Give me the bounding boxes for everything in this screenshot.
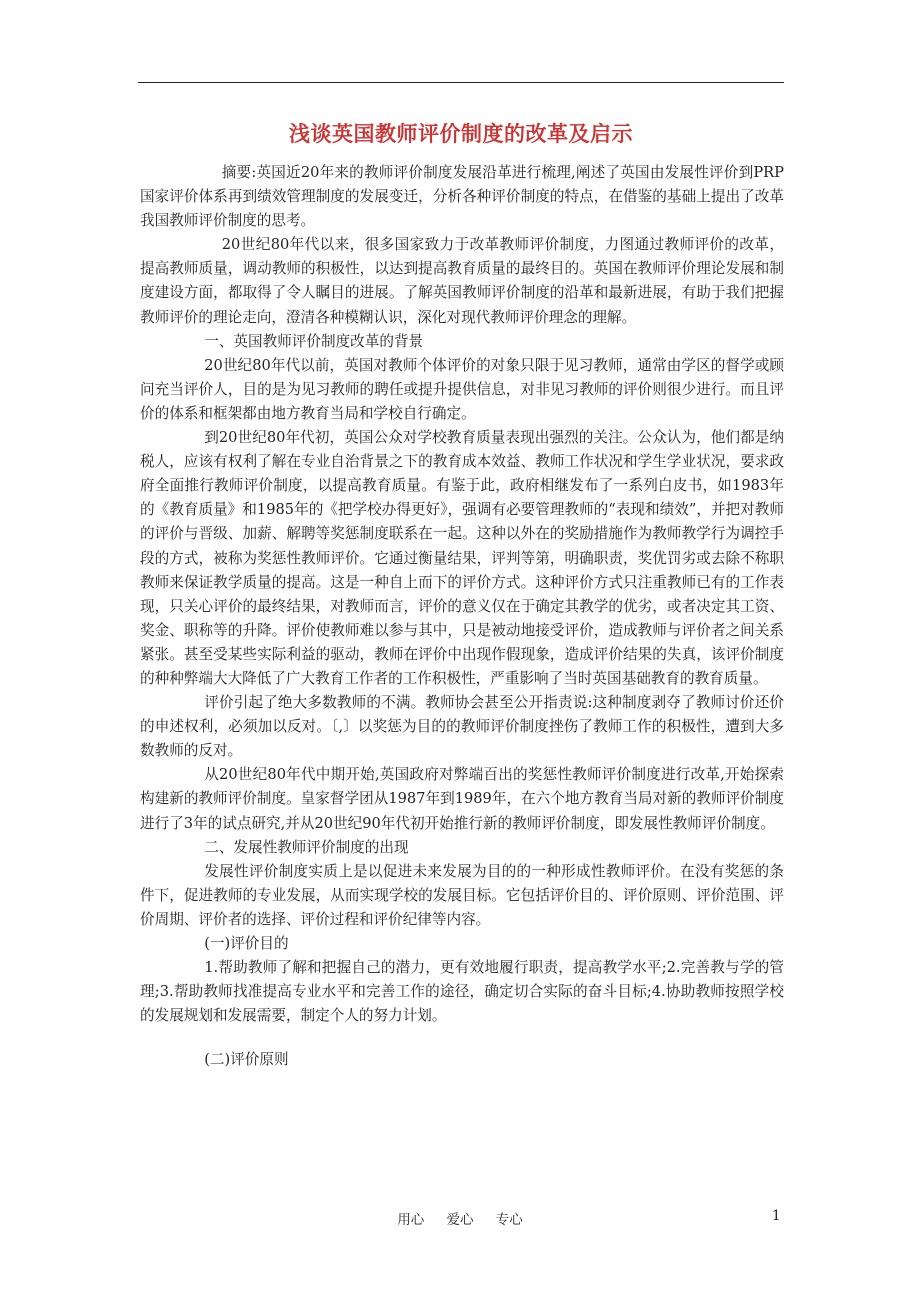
document-title: 浅谈英国教师评价制度的改革及启示 [289, 122, 633, 146]
body-paragraph: 20世纪80年代以前，英国对教师个体评价的对象只限于见习教师，通常由学区的督学或顾问充当评价人，目的是为见习教师的聘任或提升提供信息，对非见习教师的评价则很少进行。而且评价的体系和框架都由地方教育当局和学校自行确定。 [140, 356, 784, 422]
body-paragraph: 评价引起了绝大多数教师的不满。教师协会甚至公开指责说:这种制度剥夺了教师讨价还价的申述权利，必须加以反对。〔,〕以奖惩为目的的教师评价制度挫伤了教师工作的积极性，遭到大多数教师的反对。 [140, 694, 784, 760]
subsection-heading-2: (二)评价原则 [204, 1051, 289, 1069]
subsection-heading-1: (一)评价目的 [204, 935, 289, 952]
footer-motto: 用心 爱心 专心 [397, 1212, 523, 1228]
intro-paragraph: 20世纪80年代以来，很多国家致力于改革教师评价制度，力图通过教师评价的改革，提高教师质量，调动教师的积极性，以达到提高教育质量的最终目的。英国在教师评价理论发展和制度建设方面，都取得了令人瞩目的进展。了解英国教师评价制度的沿革和最新进展，有助于我们把握教师评价的理论走向，澄清各种模糊认识，深化对现代教师评价理念的理解。 [140, 236, 784, 326]
paragraph-gap [140, 1028, 784, 1048]
page-number: 1 [772, 1208, 781, 1224]
body-paragraph: 发展性评价制度实质上是以促进未来发展为目的的一种形成性教师评价。在没有奖惩的条件下，促进教师的专业发展，从而实现学校的发展目标。它包括评价目的、评价原则、评价范围、评价周期、评价者的选择、评价过程和评价纪律等内容。 [140, 862, 784, 928]
body-paragraph: 从20世纪80年代中期开始,英国政府对弊端百出的奖惩性教师评价制度进行改革,开始探索构建新的教师评价制度。皇家督学团从1987年到1989年，在六个地方教育当局对新的教师评价制度进行了3年的试点研究,并从20世纪90年代初开始推行新的教师评价制度，即发展性教师评价制度。 [140, 766, 784, 832]
document-body [140, 161, 784, 1072]
abstract-paragraph: 摘要:英国近20年来的教师评价制度发展沿革进行梳理,阐述了英国由发展性评价到PRP国家评价体系再到绩效管理制度的发展变迁，分析各种评价制度的特点，在借鉴的基础上提出了改革我国教师评价制度的思考。 [140, 164, 784, 230]
section-heading-2: 二、发展性教师评价制度的出现 [204, 838, 409, 856]
header-rule [138, 82, 784, 83]
body-paragraph: 到20世纪80年代初，英国公众对学校教育质量表现出强烈的关注。公众认为，他们都是纳税人，应该有权利了解在专业自治背景之下的教育成本效益、教师工作状况和学生学业状况，要求政府全面推行教师评价制度，以提高教育质量。有鉴于此，政府相继发布了一系列白皮书，如1983年的《教育质量》和1985年的《把学校办得更好》，强调有必要管理教师的“表现和绩效”，并把对教师的评价与晋级、加薪、解聘等奖惩制度联系在一起。这种以外在的奖励措施作为教师教学行为调控手段的方式，被称为奖惩性教师评价。它通过衡量结果，评判等第，明确职责，奖优罚劣或去除不称职教师来保证教学质量的提高。这是一种自上而下的评价方式。这种评价方式只注重教师已有的工作表现，只关心评价的最终结果，对教师而言，评价的意义仅在于确定其教学的优劣，或者决定其工资、奖金、职称等的升降。评价使教师难以参与其中，只是被动地接受评价，造成教师与评价者之间关系紧张。甚至受某些实际利益的驱动，教师在评价中出现作假现象，造成评价结果的失真，该评价制度的种种弊端大大降低了广大教育工作者的工作积极性，严重影响了当时英国基础教育的教育质量。 [140, 429, 784, 687]
section-heading-1: 一、英国教师评价制度改革的背景 [204, 332, 424, 350]
body-paragraph: 1.帮助教师了解和把握自己的潜力，更有效地履行职责，提高教学水平;2.完善教与学的管理;3.帮助教师找准提高专业水平和完善工作的途径，确定切合实际的奋斗目标;4.协助教师按照学校的发展规划和发展需要，制定个人的努力计划。 [140, 959, 784, 1025]
